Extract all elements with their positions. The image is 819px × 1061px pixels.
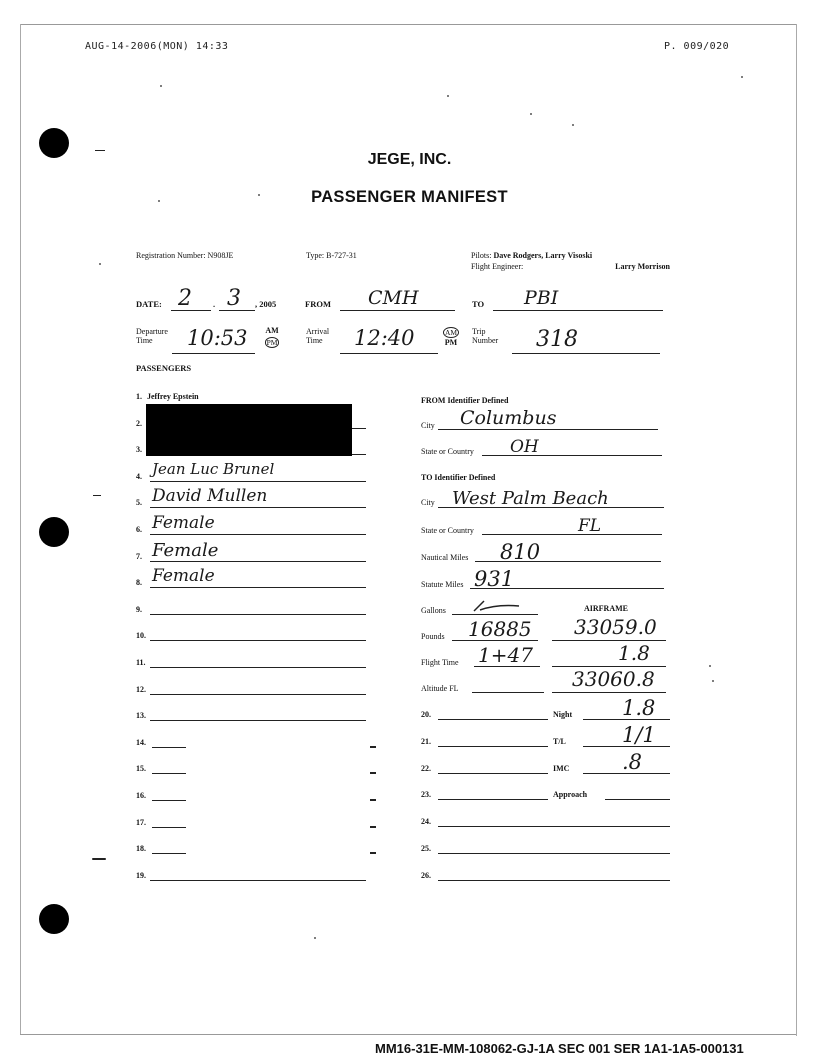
pounds-value: 16885 bbox=[468, 617, 532, 641]
engineer-field bbox=[471, 262, 670, 271]
trip-value: 318 bbox=[536, 327, 578, 352]
from-city-value: Columbus bbox=[460, 407, 557, 429]
passenger-number: 9. bbox=[136, 604, 142, 614]
registration-value: N908JE bbox=[207, 251, 234, 260]
extra-row-value: 1.8 bbox=[622, 696, 656, 720]
date-day: 3 bbox=[227, 286, 241, 311]
passenger-number: 16. bbox=[136, 791, 146, 800]
passengers-heading: PASSENGERS bbox=[136, 363, 192, 373]
departure-label bbox=[136, 327, 168, 345]
scan-speck bbox=[741, 76, 743, 78]
scan-speck bbox=[447, 95, 449, 97]
statute-label: Statute Miles bbox=[421, 580, 464, 589]
flight-time-value: 1+47 bbox=[478, 643, 533, 667]
passenger-number: 19. bbox=[136, 870, 146, 880]
pilots-label: Pilots: bbox=[471, 251, 492, 260]
scan-bottom-edge bbox=[20, 1034, 796, 1035]
from-label: FROM bbox=[305, 299, 331, 309]
extra-row-number: 23. bbox=[421, 790, 431, 800]
trip-line bbox=[512, 353, 660, 354]
scan-left-edge bbox=[20, 24, 21, 1034]
extra-row-value: .8 bbox=[622, 749, 643, 774]
passenger-line-end-mark bbox=[370, 799, 376, 801]
scan-top-edge bbox=[20, 24, 796, 25]
from-state-value: OH bbox=[510, 437, 539, 457]
altitude-label: Altitude FL bbox=[421, 684, 459, 693]
departure-line bbox=[172, 353, 255, 354]
redaction-box bbox=[146, 404, 352, 456]
to-state-line bbox=[482, 534, 662, 535]
scan-speck bbox=[99, 263, 101, 265]
passenger-line-end-mark bbox=[370, 772, 376, 774]
gallons-label: Gallons bbox=[421, 606, 446, 615]
pilots-value: Dave Rodgers, Larry Visoski bbox=[493, 251, 593, 260]
extra-row-label: Night bbox=[553, 710, 573, 719]
date-label: DATE: bbox=[136, 299, 162, 309]
passenger-number: 4. bbox=[136, 471, 142, 481]
registration-label: Registration Number: bbox=[136, 251, 206, 260]
passenger-line bbox=[150, 667, 366, 668]
arrival-line bbox=[340, 353, 438, 354]
passenger-line-end-mark bbox=[370, 826, 376, 828]
passenger-line bbox=[150, 507, 366, 508]
date-year: , 2005 bbox=[255, 299, 277, 309]
trip-label-1: Trip bbox=[472, 327, 486, 336]
pilots-field bbox=[471, 251, 592, 260]
type-value: B-727-31 bbox=[326, 251, 357, 260]
passenger-number: 14. bbox=[136, 737, 146, 747]
extra-row-line bbox=[438, 773, 548, 774]
passenger-line bbox=[152, 853, 186, 854]
passenger-name: Female bbox=[152, 566, 215, 587]
departure-value: 10:53 bbox=[187, 326, 248, 350]
date-dot: . bbox=[213, 299, 216, 309]
fax-header-right: P. 009/020 bbox=[664, 41, 730, 52]
passenger-number: 5. bbox=[136, 498, 142, 508]
passenger-number: 18. bbox=[136, 844, 146, 854]
departure-label-2: Time bbox=[136, 336, 153, 345]
from-line bbox=[340, 310, 455, 311]
departure-ampm bbox=[258, 326, 286, 348]
to-city-label: City bbox=[421, 498, 435, 507]
scan-mark bbox=[92, 858, 106, 860]
document-title: PASSENGER MANIFEST bbox=[311, 188, 508, 206]
scan-speck bbox=[314, 937, 316, 939]
arrival-label-1: Arrival bbox=[306, 327, 330, 336]
arrival-label bbox=[306, 327, 329, 345]
extra-row-line bbox=[438, 853, 670, 854]
extra-row-value-line bbox=[605, 799, 670, 800]
extra-row-label: IMC bbox=[553, 763, 570, 773]
arrival-value: 12:40 bbox=[354, 326, 415, 350]
punch-hole-bottom bbox=[39, 904, 69, 934]
type-field bbox=[306, 251, 357, 260]
to-city-value: West Palm Beach bbox=[452, 488, 609, 509]
passenger-line bbox=[150, 534, 366, 535]
airframe-heading: AIRFRAME bbox=[584, 604, 628, 613]
altitude-airframe-line bbox=[552, 692, 666, 693]
extra-row-label: Approach bbox=[553, 790, 588, 800]
scan-mark bbox=[93, 495, 101, 496]
company-name: JEGE, INC. bbox=[367, 151, 452, 168]
punch-hole-middle bbox=[39, 517, 69, 547]
passenger-number: 1. bbox=[136, 392, 142, 401]
extra-row-line bbox=[438, 880, 670, 881]
from-identifier-heading: FROM Identifier Defined bbox=[421, 396, 509, 405]
to-state-value: FL bbox=[578, 516, 602, 536]
arrival-ampm bbox=[437, 326, 465, 348]
scan-speck bbox=[712, 680, 714, 682]
nautical-value: 810 bbox=[500, 540, 541, 564]
passenger-line bbox=[150, 720, 366, 721]
extra-row-line bbox=[438, 799, 548, 800]
to-identifier-heading: TO Identifier Defined bbox=[421, 473, 496, 482]
trip-label-2: Number bbox=[472, 336, 499, 345]
date-month: 2 bbox=[178, 286, 192, 311]
departure-pm-circled: PM bbox=[266, 338, 278, 347]
bates-number: MM16-31E-MM-108062-GJ-1A SEC 001 SER 1A1-1A5-000131 bbox=[375, 1041, 744, 1056]
type-label: Type: bbox=[306, 251, 325, 260]
passenger-number: 6. bbox=[136, 525, 142, 534]
passenger-line bbox=[150, 587, 366, 588]
altitude-line bbox=[472, 692, 544, 693]
passenger-line bbox=[150, 561, 366, 562]
extra-row-label: T/L bbox=[553, 736, 566, 746]
extra-row-number: 26. bbox=[421, 870, 431, 880]
passenger-line bbox=[150, 481, 366, 482]
from-state-label: State or Country bbox=[421, 447, 474, 456]
gallons-dash-mark bbox=[472, 596, 522, 616]
passenger-line-end-mark bbox=[370, 852, 376, 854]
from-city-label: City bbox=[421, 421, 435, 430]
to-value: PBI bbox=[524, 287, 559, 309]
passenger-number: 15. bbox=[136, 764, 146, 774]
passenger-number: 2. bbox=[136, 418, 142, 428]
passenger-name: Jean Luc Brunel bbox=[152, 459, 275, 478]
passenger-number: 7. bbox=[136, 551, 142, 561]
passenger-number: 10. bbox=[136, 631, 146, 641]
from-value: CMH bbox=[368, 287, 419, 309]
engineer-value: Larry Morrison bbox=[615, 262, 670, 271]
pounds-label: Pounds bbox=[421, 632, 445, 641]
passenger-line bbox=[150, 614, 366, 615]
from-state-line bbox=[482, 455, 662, 456]
extra-row-number: 22. bbox=[421, 763, 431, 773]
passenger-name: David Mullen bbox=[152, 486, 268, 507]
passenger-name: Female bbox=[152, 539, 219, 561]
passenger-line bbox=[152, 773, 186, 774]
registration-field bbox=[136, 251, 233, 260]
passenger-number: 3. bbox=[136, 445, 142, 455]
extra-row-number: 25. bbox=[421, 844, 431, 853]
extra-row-number: 21. bbox=[421, 736, 431, 746]
passenger-number: 17. bbox=[136, 817, 146, 827]
arrival-label-2: Time bbox=[306, 336, 323, 345]
scan-speck bbox=[160, 85, 162, 87]
extra-row-value: 1/1 bbox=[622, 722, 656, 747]
scan-speck bbox=[572, 124, 574, 126]
passenger-number: 11. bbox=[136, 658, 146, 667]
pounds-airframe-value: 33059.0 bbox=[574, 615, 657, 639]
passenger-line bbox=[150, 694, 366, 695]
fax-header-left: AUG-14-2006(MON) 14:33 bbox=[85, 41, 229, 52]
passenger-line bbox=[152, 800, 186, 801]
departure-am: AM bbox=[265, 326, 279, 335]
passenger-line bbox=[152, 827, 186, 828]
passenger-number: 8. bbox=[136, 578, 142, 588]
to-label: TO bbox=[472, 299, 485, 309]
extra-row-line bbox=[438, 826, 670, 827]
flight-time-label: Flight Time bbox=[421, 658, 459, 667]
nautical-label: Nautical Miles bbox=[421, 553, 469, 562]
extra-row-line bbox=[438, 719, 548, 720]
passenger-line-end-mark bbox=[370, 746, 376, 748]
passenger-line bbox=[150, 640, 366, 641]
scan-right-edge bbox=[796, 24, 797, 1036]
scan-speck bbox=[709, 665, 711, 667]
passenger-number: 13. bbox=[136, 711, 146, 721]
passenger-name: Jeffrey Epstein bbox=[147, 392, 199, 401]
to-line bbox=[493, 310, 663, 311]
extra-row-line bbox=[438, 746, 548, 747]
passenger-line bbox=[152, 747, 186, 748]
altitude-airframe-value: 33060.8 bbox=[572, 667, 655, 691]
from-city-line bbox=[438, 429, 658, 430]
extra-row-number: 24. bbox=[421, 817, 431, 827]
extra-row-number: 20. bbox=[421, 710, 431, 719]
arrival-am-circled: AM bbox=[444, 328, 458, 337]
to-state-label: State or Country bbox=[421, 526, 474, 535]
flight-time-airframe-value: 1.8 bbox=[618, 641, 650, 665]
engineer-label: Flight Engineer: bbox=[471, 262, 524, 271]
passenger-name: Female bbox=[152, 513, 215, 533]
trip-label bbox=[472, 327, 498, 345]
statute-value: 931 bbox=[474, 567, 515, 591]
passenger-line bbox=[150, 880, 366, 881]
scan-speck bbox=[530, 113, 532, 115]
arrival-pm: PM bbox=[444, 338, 458, 347]
departure-label-1: Departure bbox=[136, 327, 168, 336]
passenger-number: 12. bbox=[136, 684, 146, 694]
